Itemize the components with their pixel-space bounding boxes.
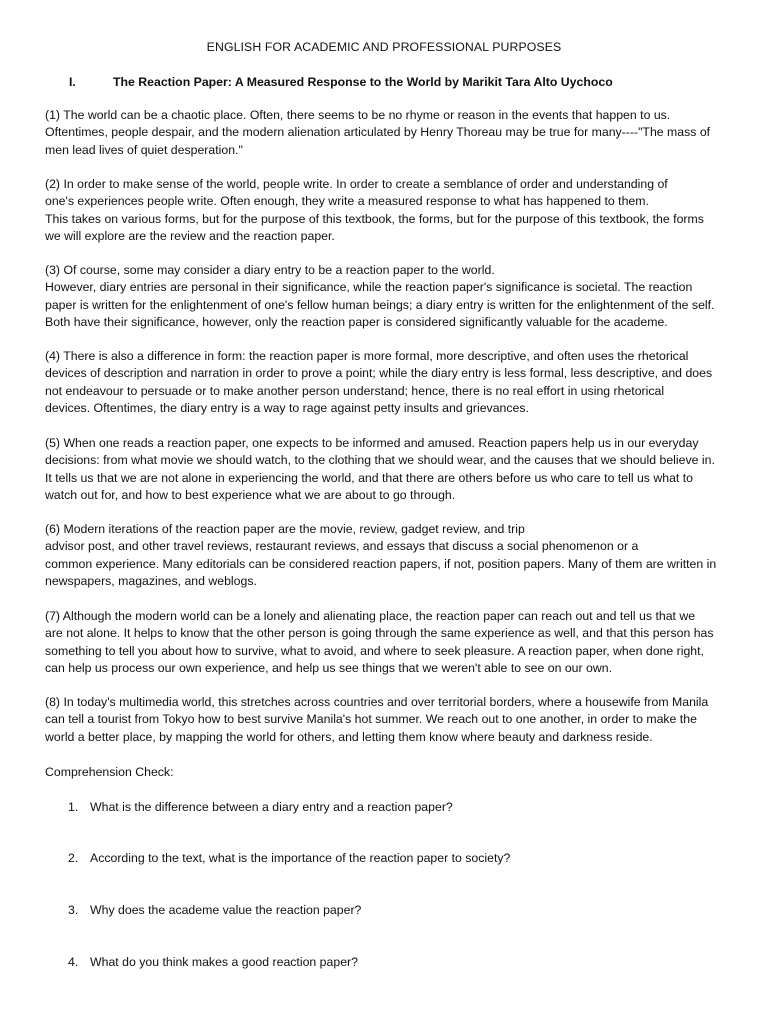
question-text: What is the difference between a diary entry and a reaction paper? bbox=[90, 800, 453, 814]
paragraph-line: devices. Oftentimes, the diary entry is a way to rage against petty insults and grievances. bbox=[45, 401, 529, 416]
question-item bbox=[68, 954, 358, 971]
paragraph-line: Oftentimes, people despair, and the modern alienation articulated by Henry Thoreau may be true for many----"The mass of bbox=[45, 125, 711, 140]
paragraph-line: It tells us that we are not alone in experiencing the world, and that there are others before us who care to tell us what to bbox=[45, 470, 694, 485]
document-title: ENGLISH FOR ACADEMIC AND PROFESSIONAL PURPOSES bbox=[206, 40, 562, 54]
paragraph-line: (4) There is also a difference in form: the reaction paper is more formal, more descriptive, and often uses the rhetorical bbox=[45, 349, 689, 363]
paragraph-4 bbox=[45, 348, 725, 418]
paragraph-line: (7) Although the modern world can be a lonely and alienating place, the reaction paper can reach out and tell us that we bbox=[45, 609, 696, 623]
question-number: 1. bbox=[68, 800, 79, 814]
paragraph-line: we will explore are the review and the reaction paper. bbox=[45, 229, 335, 244]
paragraph-3 bbox=[45, 262, 725, 332]
paragraph-line: devices of description and narration in order to prove a point; while the diary entry is less formal, less descriptive, and does bbox=[45, 366, 713, 381]
paragraph-line: (5) When one reads a reaction paper, one expects to be informed and amused. Reaction papers help us in our everyday bbox=[45, 436, 699, 450]
paragraph-line: (6) Modern iterations of the reaction paper are the movie, review, gadget review, and trip bbox=[45, 522, 525, 536]
paragraph-2 bbox=[45, 176, 725, 246]
question-number: 2. bbox=[68, 851, 79, 865]
paragraph-line: decisions: from what movie we should watch, to the clothing that we should wear, and the causes that we should believe in. bbox=[45, 453, 715, 468]
paragraph-8 bbox=[45, 694, 725, 746]
paragraph-line: something to tell you about how to survive, what to avoid, and where to seek pleasure. A reaction paper, when done right, bbox=[45, 643, 704, 658]
paragraph-line: newspapers, magazines, and weblogs. bbox=[45, 574, 257, 589]
paragraph-line: (2) In order to make sense of the world, people write. In order to create a semblance of order and understanding of bbox=[45, 177, 668, 191]
paragraph-line: common experience. Many editorials can be considered reaction papers, if not, position papers. Many of them are written in bbox=[45, 556, 717, 571]
question-number: 3. bbox=[68, 903, 79, 917]
question-item bbox=[68, 850, 510, 867]
question-item bbox=[68, 799, 453, 816]
paragraph-line: watch out for, and how to best experience what we are about to go through. bbox=[45, 488, 456, 503]
comprehension-check-label: Comprehension Check: bbox=[45, 765, 174, 779]
paragraph-line: are not alone. It helps to know that the other person is going through the same experience as well, and that this person has bbox=[45, 626, 714, 641]
paragraph-line: can help us process our own experience, and help us see things that we weren't able to see on our own. bbox=[45, 661, 612, 676]
section-heading-text: The Reaction Paper: A Measured Response to the World by Marikit Tara Alto Uychoco bbox=[113, 75, 613, 89]
paragraph-line: Both have their significance, however, only the reaction paper is considered significantly valuable for the academe. bbox=[45, 315, 668, 330]
paragraph-6 bbox=[45, 521, 725, 591]
question-text: According to the text, what is the importance of the reaction paper to society? bbox=[90, 851, 511, 865]
paragraph-line: men lead lives of quiet desperation." bbox=[45, 142, 243, 157]
paragraph-line: advisor post, and other travel reviews, restaurant reviews, and essays that discuss a social phenomenon or a bbox=[45, 539, 639, 554]
question-number: 4. bbox=[68, 955, 79, 969]
question-text: Why does the academe value the reaction paper? bbox=[90, 903, 362, 917]
question-item bbox=[68, 902, 361, 919]
paragraph-line: can tell a tourist from Tokyo how to best survive Manila's hot summer. We reach out to one another, in order to make the bbox=[45, 712, 697, 727]
paragraph-7 bbox=[45, 608, 725, 678]
paragraph-5 bbox=[45, 435, 725, 505]
section-heading bbox=[69, 74, 729, 91]
paragraph-line: paper is written for the enlightenment of one's fellow human beings; a diary entry is written for the enlightenment of the self. bbox=[45, 297, 715, 312]
section-number: I. bbox=[69, 75, 76, 89]
paragraph-line: (3) Of course, some may consider a diary entry to be a reaction paper to the world. bbox=[45, 263, 495, 277]
paragraph-line: not endeavour to persuade or to make another person understand; hence, there is no real effort in using rhetorical bbox=[45, 383, 665, 398]
paragraph-line: This takes on various forms, but for the purpose of this textbook, the forms, but for the purpose of this textbook, the forms bbox=[45, 211, 704, 226]
question-text: What do you think makes a good reaction paper? bbox=[90, 955, 358, 969]
paragraph-line: However, diary entries are personal in their significance, while the reaction paper's significance is societal. The reaction bbox=[45, 280, 693, 295]
paragraph-line: (8) In today's multimedia world, this stretches across countries and over territorial borders, where a housewife from Manila bbox=[45, 695, 709, 709]
paragraph-line: (1) The world can be a chaotic place. Often, there seems to be no rhyme or reason in the events that happen to us. bbox=[45, 108, 671, 122]
paragraph-line: one's experiences people write. Often enough, they write a measured response to what has happened to them. bbox=[45, 194, 649, 209]
paragraph-1 bbox=[45, 107, 725, 159]
paragraph-line: world a better place, by mapping the world for others, and letting them know where beauty and darkness reside. bbox=[45, 729, 653, 744]
